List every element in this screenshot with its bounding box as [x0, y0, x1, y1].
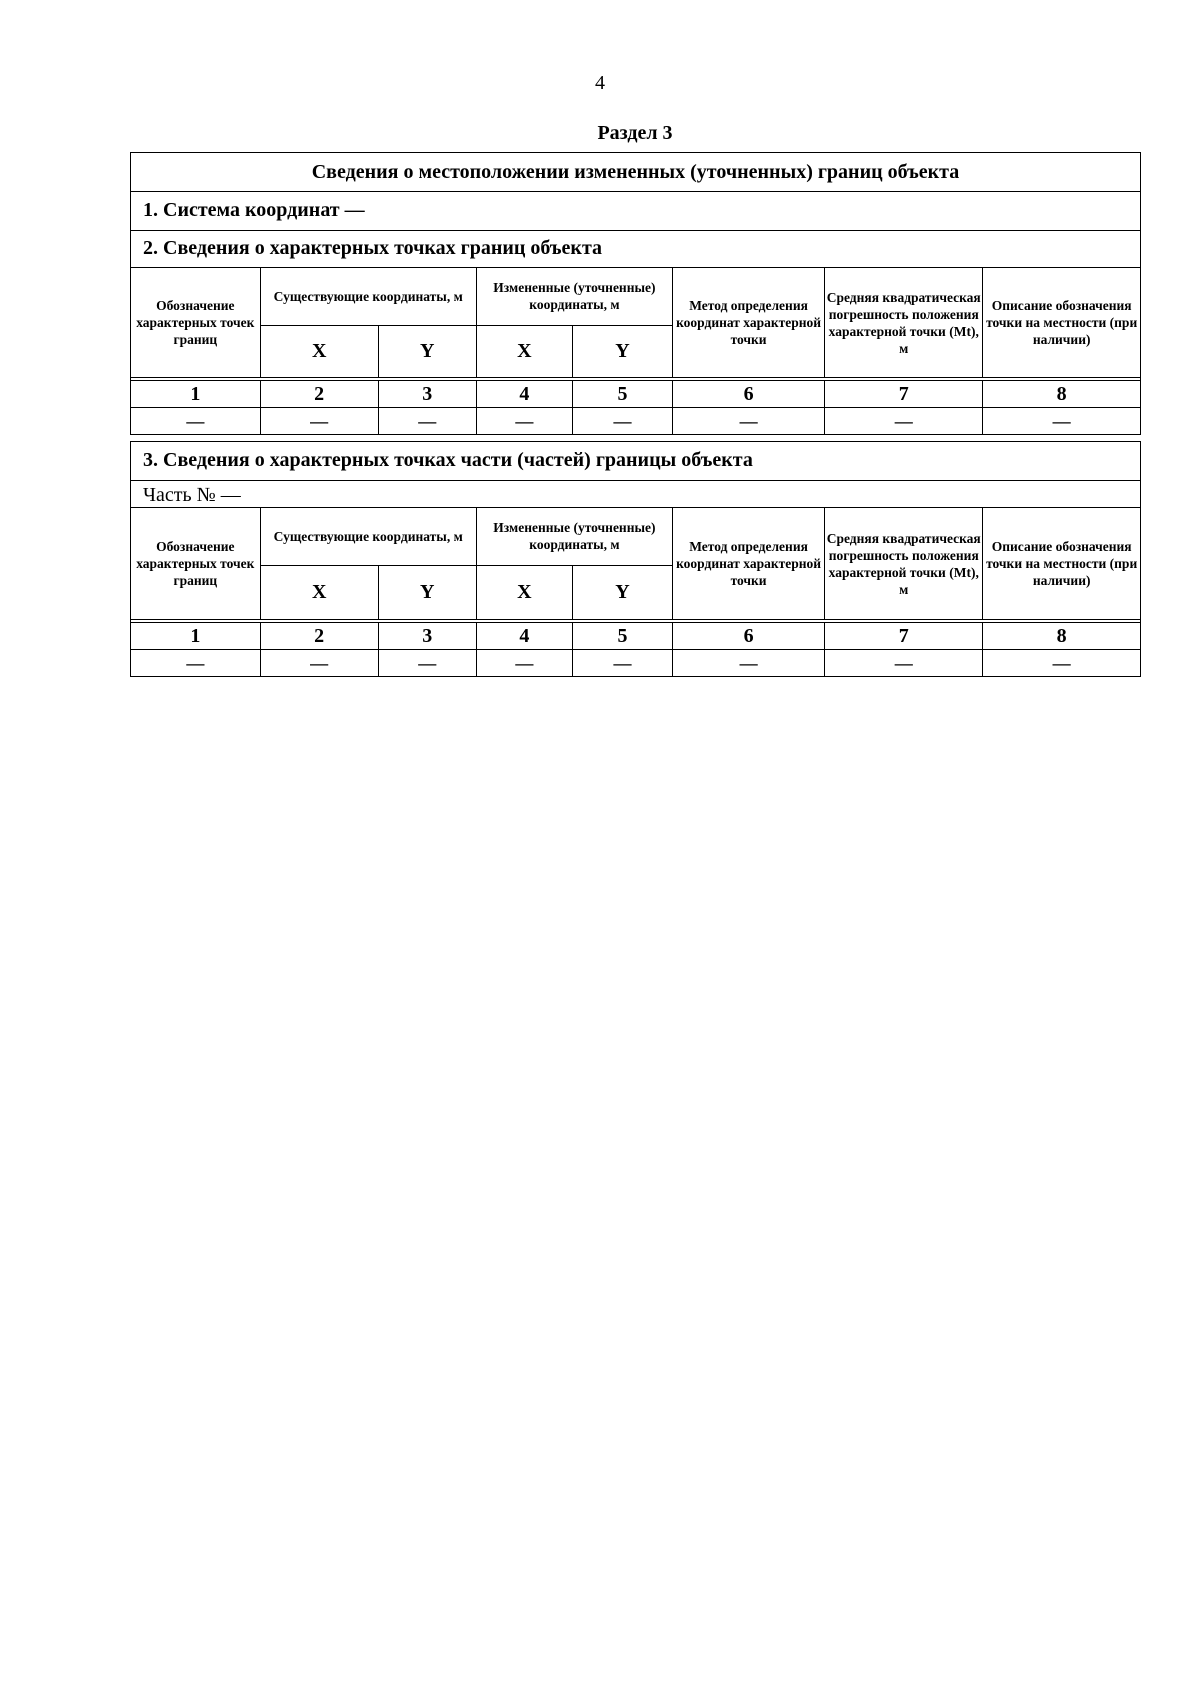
- table-cell: —: [131, 408, 260, 435]
- table-cell: —: [673, 650, 825, 677]
- column-number: 8: [983, 379, 1140, 408]
- table-cell: —: [378, 408, 476, 435]
- table-cell: —: [572, 650, 672, 677]
- header-changed-coordinates: Измененные (уточненные) координаты, м: [476, 268, 672, 325]
- block-boundary-info: [130, 152, 1141, 435]
- header-existing-y: Y: [378, 565, 476, 621]
- header-point-designation: Обозначение характерных точек границ: [131, 508, 260, 621]
- column-number: 4: [476, 379, 572, 408]
- column-number: 1: [131, 379, 260, 408]
- column-number: 6: [673, 379, 825, 408]
- column-number: 5: [572, 379, 672, 408]
- part-points-table: [131, 508, 1140, 676]
- column-number: 1: [131, 621, 260, 650]
- table-cell: —: [825, 408, 983, 435]
- coordinate-system-heading: 1. Система координат —: [131, 192, 1140, 231]
- table-cell: —: [476, 650, 572, 677]
- block-title: Сведения о местоположении измененных (уточненных) границ объекта: [131, 153, 1140, 192]
- column-number-row: [131, 621, 1140, 650]
- header-existing-coordinates: Существующие координаты, м: [260, 508, 476, 565]
- column-number: 8: [983, 621, 1140, 650]
- header-existing-y: Y: [378, 325, 476, 379]
- header-changed-x: X: [476, 565, 572, 621]
- table-cell: —: [260, 408, 378, 435]
- header-changed-x: X: [476, 325, 572, 379]
- table-cell: —: [476, 408, 572, 435]
- header-existing-x: X: [260, 325, 378, 379]
- table-cell: —: [131, 650, 260, 677]
- column-number: 2: [260, 379, 378, 408]
- column-number: 2: [260, 621, 378, 650]
- table-cell: —: [983, 408, 1140, 435]
- table-cell: —: [378, 650, 476, 677]
- column-number: 7: [825, 621, 983, 650]
- column-number: 7: [825, 379, 983, 408]
- header-existing-coordinates: Существующие координаты, м: [260, 268, 476, 325]
- points-table: [131, 268, 1140, 434]
- column-number: 4: [476, 621, 572, 650]
- table-cell: —: [673, 408, 825, 435]
- header-description: Описание обозначения точки на местности (при наличии): [983, 268, 1140, 379]
- column-number: 5: [572, 621, 672, 650]
- table-row: [131, 408, 1140, 435]
- header-mean-error: Средняя квадратическая погрешность положения характерной точки (Mt), м: [825, 508, 983, 621]
- column-number: 3: [378, 379, 476, 408]
- table-row: [131, 650, 1140, 677]
- column-number-row: [131, 379, 1140, 408]
- table-cell: —: [572, 408, 672, 435]
- column-number: 6: [673, 621, 825, 650]
- header-changed-coordinates: Измененные (уточненные) координаты, м: [476, 508, 672, 565]
- header-method: Метод определения координат характерной точки: [673, 508, 825, 621]
- block-part-points: [130, 441, 1141, 677]
- header-mean-error: Средняя квадратическая погрешность положения характерной точки (Mt), м: [825, 268, 983, 379]
- header-point-designation: Обозначение характерных точек границ: [131, 268, 260, 379]
- part-points-heading: 3. Сведения о характерных точках части (частей) границы объекта: [131, 442, 1140, 481]
- header-changed-y: Y: [572, 325, 672, 379]
- page-number: 4: [595, 72, 605, 94]
- table-cell: —: [983, 650, 1140, 677]
- part-number-label: Часть № —: [131, 481, 1140, 508]
- header-changed-y: Y: [572, 565, 672, 621]
- points-heading: 2. Сведения о характерных точках границ объекта: [131, 231, 1140, 268]
- table-cell: —: [260, 650, 378, 677]
- header-description: Описание обозначения точки на местности (при наличии): [983, 508, 1140, 621]
- header-existing-x: X: [260, 565, 378, 621]
- section-title: Раздел 3: [597, 122, 673, 144]
- header-method: Метод определения координат характерной точки: [673, 268, 825, 379]
- table-cell: —: [825, 650, 983, 677]
- column-number: 3: [378, 621, 476, 650]
